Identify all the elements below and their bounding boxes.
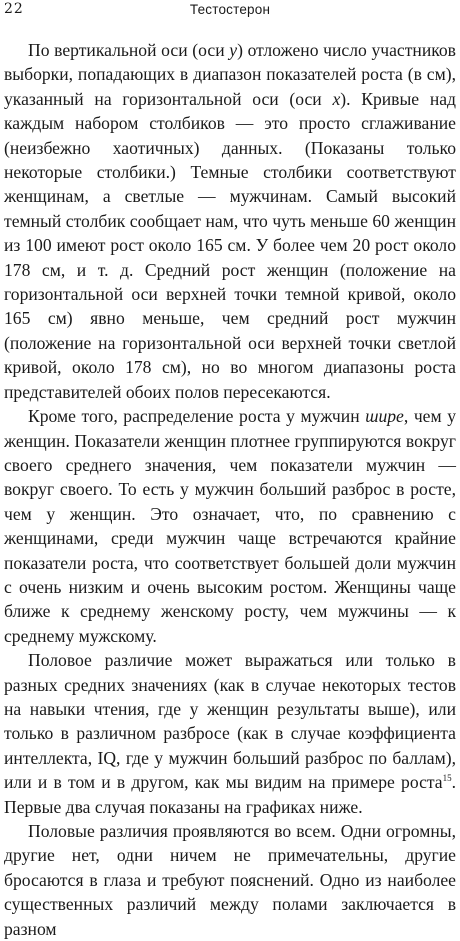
running-title: Тестостерон	[189, 2, 271, 17]
footnote-ref: 15	[442, 773, 452, 784]
italic-text: x	[332, 88, 341, 109]
text-run: По вертикальной оси (оси	[28, 40, 230, 60]
running-head	[4, 1, 456, 21]
paragraph	[4, 38, 456, 404]
text-run: Половое различие может выражаться или только в разных средних значениях (как в случае некоторых тестов на навыки чтения, где у женщин результаты выше), или только в различном разбросе (как в случае коэффициента интеллекта, IQ, где у мужчин больший разброс по баллам), или и в том и в другом, как мы видим на примере роста	[4, 650, 456, 793]
text-run: Кроме того, распределение роста у мужчин	[28, 406, 366, 427]
text-run: ) отложено число участников выборки, попадающих в диапазон показателей роста (в см), указанный на горизонтальной оси (оси	[4, 40, 456, 109]
text-run: ). Кривые над каждым набором столбиков — это просто сглаживание (неизбежно хаотичных) данных. (Показаны только некоторые столбики.) Темные столбики соответствуют женщинам, а светлые — мужчинам. Самый высокий темный столбик сообщает нам, что чуть меньше 60 женщин из 100 имеют рост около 165 см. У более чем 20 рост около 178 см, и т. д. Средний рост женщин (положение на горизонтальной оси верхней точки темной кривой, около 165 см) явно меньше, чем средний рост мужчин (положение на горизонтальной оси верхней точки светлой кривой, около 178 см), но во многом диапазоны роста представителей обоих полов пересекаются.	[4, 88, 456, 402]
body-text	[4, 38, 456, 941]
italic-text: шире	[365, 406, 404, 427]
paragraph	[4, 819, 456, 941]
text-run: , чем у женщин. Показатели женщин плотнее группируются вокруг своего среднего значения, чем показатели мужчин — вокруг своего. То есть у мужчин больший разброс в росте, чем у женщин. Это означает, что, по сравнению с женщинами, среди мужчин чаще встречаются крайние показатели роста, что соответствует большей доли мужчин с очень низким и очень высоким ростом. Женщины чаще ближе к среднему женскому росту, чем мужчины — к среднему мужскому.	[4, 406, 456, 646]
paragraph	[4, 648, 456, 819]
text-run: . Первые два случая показаны на графиках ниже.	[4, 772, 456, 817]
paragraph	[4, 404, 456, 648]
text-run: Половые различия проявляются во всем. Одни огромны, другие нет, одни ничем не примечательны, другие бросаются в глаза и требуют пояснений. Одно из наиболее существенных различий между полами заключается в разном	[4, 821, 456, 939]
page-number: 22	[4, 1, 24, 17]
italic-text: y	[229, 40, 238, 60]
